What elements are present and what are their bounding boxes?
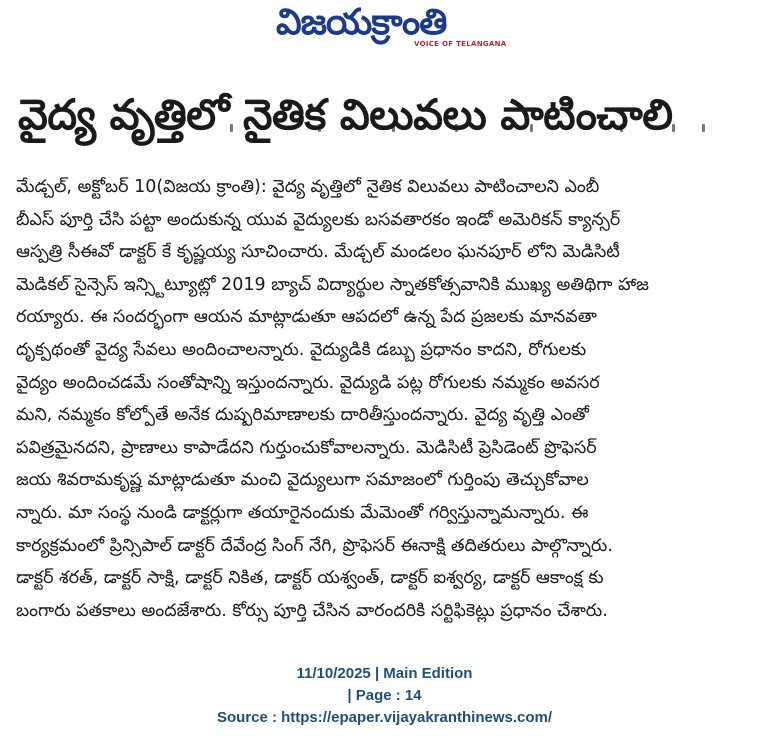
- edition-footer: [0, 663, 769, 729]
- article-body: [16, 174, 752, 634]
- logo-tagline: VOICE OF TELANGANA: [414, 40, 507, 48]
- article-line: దృక్పథంతో వైద్య సేవలు అందించాలన్నారు. వైద్యుడికి డబ్బు ప్రధానం కాదని, రోగులకు: [16, 340, 587, 360]
- article-headline: వైద్య వృత్తిలో నైతిక విలువలు పాటించాలి: [18, 90, 673, 139]
- page-number: | Page : 14: [347, 687, 422, 704]
- article-line: మెడికల్ సైన్సెస్ ఇన్స్టిట్యూట్లో 2019 బ్యాచ్ విద్యార్థుల స్నాతకోత్సవానికి ముఖ్య అతిథిగా హాజ: [16, 274, 649, 295]
- article-line: బంగారు పతకాలు అందజేశారు. కోర్సు పూర్తి చేసిన వారందరికి సర్టిఫికెట్లు ప్రధానం చేశారు.: [16, 600, 608, 621]
- article-line: ఆస్పత్రి సీఈవో డాక్టర్ కే కృష్ణయ్య సూచించారు. మేడ్చల్ మండలం ఘనపూర్ లోని మెడిసిటీ: [16, 242, 620, 263]
- article-line: రయ్యారు. ఈ సందర్భంగా ఆయన మాట్లాడుతూ ఆపదలో ఉన్న పేద ప్రజలకు మానవతా: [16, 307, 597, 328]
- article-line: డాక్టర్ శరత్, డాక్టర్ సాక్షి, డాక్టర్ నికిత, డాక్టర్ యశ్వంత్, డాక్టర్ ఐశ్వర్య, డాక్టర్ ఆకాంక్ష కు: [16, 568, 604, 589]
- logo-wordmark: విజయక్రాంతి: [276, 2, 447, 43]
- article-line: మేడ్చల్, అక్టోబర్ 10(విజయ క్రాంతి): వైద్య వృత్తిలో నైతిక విలువలు పాటించాలని ఎంబీ: [16, 177, 600, 197]
- article-line: జయ శివరామకృష్ణ మాట్లాడుతూ మంచి వైద్యులుగా సమాజంలో గుర్తింపు తెచ్చుకోవాల: [16, 470, 589, 491]
- article-line: న్నారు. మా సంస్థ నుండి డాక్టర్లుగా తయారైనందుకు మేమెంతో గర్విస్తున్నామన్నారు. ఈ: [16, 503, 589, 523]
- article-line: వైద్యం అందించడమే సంతోషాన్ని ఇస్తుందన్నారు. వైద్యుడి పట్ల రోగులకు నమ్మకం అవసర: [16, 372, 600, 393]
- article-line: మని, నమ్మకం కోల్పోతే అనేక దుష్పరిమాణాలకు దారితీస్తుందన్నారు. వైద్య వృత్తి ఎంతో: [16, 405, 589, 426]
- article-line: పవిత్రమైనదని, ప్రాణాలు కాపాడేదని గుర్తుంచుకోవాలన్నారు. మెడిసిటీ ప్రెసిడెంట్ ప్రొఫెసర్: [16, 437, 597, 458]
- article-line: బీఎస్ పూర్తి చేసి పట్టా అందుకున్న యువ వైద్యులకు బసవతారకం ఇండో అమెరికన్ క్యాన్సర్: [16, 209, 621, 230]
- edition-date: 11/10/2025 | Main Edition: [296, 665, 473, 682]
- article-line: కార్యక్రమంలో ప్రిన్సిపాల్ డాక్టర్ దేవేంద్ర సింగ్ నేగి, ప్రొఫెసర్ ఈనాక్షి తదితరులు పాల్గొన్నారు.: [16, 535, 613, 556]
- source-url: Source : https://epaper.vijayakranthinews.com/: [216, 709, 553, 726]
